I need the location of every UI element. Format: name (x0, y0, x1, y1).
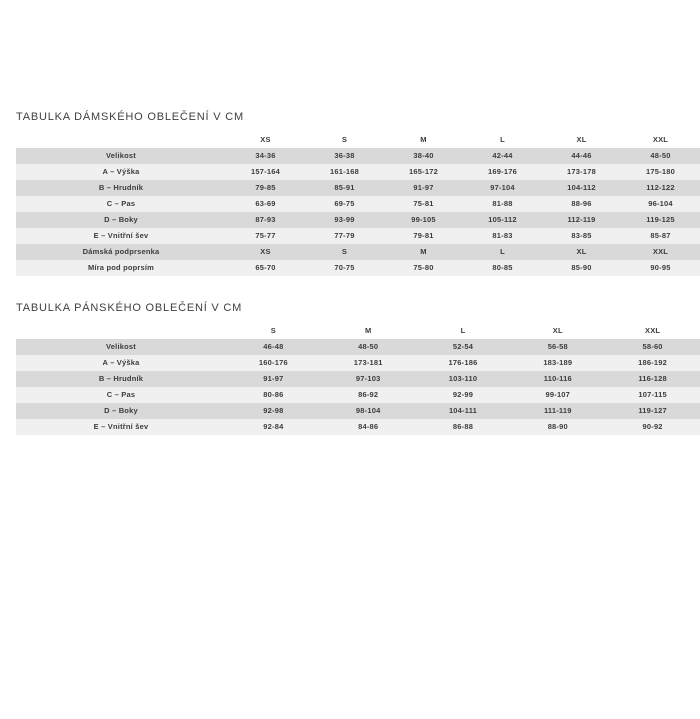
cell: 91-97 (384, 180, 463, 196)
cell: 38-40 (384, 148, 463, 164)
cell: 119-125 (621, 212, 700, 228)
men-header-blank (16, 323, 226, 339)
cell: 79-81 (384, 228, 463, 244)
cell: 91-97 (226, 371, 321, 387)
cell: 86-92 (321, 387, 416, 403)
cell: 84-86 (321, 419, 416, 435)
men-size-table (16, 323, 700, 435)
cell: 70-75 (305, 260, 384, 276)
men-header-xl: XL (510, 323, 605, 339)
women-header-xl: XL (542, 132, 621, 148)
cell: 92-99 (416, 387, 511, 403)
cell: 160-176 (226, 355, 321, 371)
row-label: D – Boky (16, 403, 226, 419)
cell: 80-86 (226, 387, 321, 403)
row-label: A – Výška (16, 164, 226, 180)
women-header-xxl: XXL (621, 132, 700, 148)
cell: 169-176 (463, 164, 542, 180)
cell: M (384, 244, 463, 260)
table-row (16, 196, 700, 212)
table-row (16, 371, 700, 387)
cell: 175-180 (621, 164, 700, 180)
cell: S (305, 244, 384, 260)
cell: 99-107 (510, 387, 605, 403)
cell: 80-85 (463, 260, 542, 276)
cell: 183-189 (510, 355, 605, 371)
cell: 98-104 (321, 403, 416, 419)
men-header-row (16, 323, 700, 339)
cell: 42-44 (463, 148, 542, 164)
women-header-l: L (463, 132, 542, 148)
cell: 111-119 (510, 403, 605, 419)
cell: 104-112 (542, 180, 621, 196)
men-section-title: TABULKA PÁNSKÉHO OBLEČENÍ V CM (16, 302, 243, 314)
women-header-xs: XS (226, 132, 305, 148)
table-row (16, 228, 700, 244)
women-header-blank (16, 132, 226, 148)
table-row (16, 419, 700, 435)
cell: 85-90 (542, 260, 621, 276)
table-row (16, 387, 700, 403)
men-header-l: L (416, 323, 511, 339)
cell: 63-69 (226, 196, 305, 212)
row-label: Velikost (16, 339, 226, 355)
cell: 90-95 (621, 260, 700, 276)
cell: 85-87 (621, 228, 700, 244)
cell: 58-60 (605, 339, 700, 355)
cell: XXL (621, 244, 700, 260)
cell: 48-50 (621, 148, 700, 164)
cell: 176-186 (416, 355, 511, 371)
cell: 103-110 (416, 371, 511, 387)
cell: 112-122 (621, 180, 700, 196)
cell: XL (542, 244, 621, 260)
cell: 116-128 (605, 371, 700, 387)
row-label: A – Výška (16, 355, 226, 371)
cell: 157-164 (226, 164, 305, 180)
cell: 83-85 (542, 228, 621, 244)
row-label: E – Vnitřní šev (16, 419, 226, 435)
cell: 92-98 (226, 403, 321, 419)
cell: 79-85 (226, 180, 305, 196)
cell: 86-88 (416, 419, 511, 435)
cell: 69-75 (305, 196, 384, 212)
cell: 104-111 (416, 403, 511, 419)
cell: 107-115 (605, 387, 700, 403)
row-label: E – Vnitřní šev (16, 228, 226, 244)
cell: 81-88 (463, 196, 542, 212)
cell: 48-50 (321, 339, 416, 355)
cell: 97-104 (463, 180, 542, 196)
cell: 85-91 (305, 180, 384, 196)
cell: 88-90 (510, 419, 605, 435)
men-header-s: S (226, 323, 321, 339)
cell: 92-84 (226, 419, 321, 435)
table-row (16, 212, 700, 228)
table-row (16, 164, 700, 180)
cell: 93-99 (305, 212, 384, 228)
cell: 65-70 (226, 260, 305, 276)
cell: 56-58 (510, 339, 605, 355)
cell: 36-38 (305, 148, 384, 164)
men-header-xxl: XXL (605, 323, 700, 339)
cell: 112-119 (542, 212, 621, 228)
table-row (16, 180, 700, 196)
women-header-row (16, 132, 700, 148)
row-label: Velikost (16, 148, 226, 164)
women-header-m: M (384, 132, 463, 148)
cell: 75-77 (226, 228, 305, 244)
cell: 173-178 (542, 164, 621, 180)
row-label: C – Pas (16, 196, 226, 212)
cell: 46-48 (226, 339, 321, 355)
cell: L (463, 244, 542, 260)
cell: 165-172 (384, 164, 463, 180)
cell: 52-54 (416, 339, 511, 355)
row-label: D – Boky (16, 212, 226, 228)
cell: 87-93 (226, 212, 305, 228)
row-label: C – Pas (16, 387, 226, 403)
row-label: Míra pod poprsím (16, 260, 226, 276)
women-header-s: S (305, 132, 384, 148)
bra-header-row (16, 244, 700, 260)
cell: 110-116 (510, 371, 605, 387)
table-row (16, 355, 700, 371)
table-row (16, 339, 700, 355)
cell: 81-83 (463, 228, 542, 244)
row-label: B – Hrudník (16, 180, 226, 196)
row-label: B – Hrudník (16, 371, 226, 387)
cell: 173-181 (321, 355, 416, 371)
cell: 44-46 (542, 148, 621, 164)
cell: 90-92 (605, 419, 700, 435)
table-row (16, 403, 700, 419)
cell: 88-96 (542, 196, 621, 212)
cell: 77-79 (305, 228, 384, 244)
cell: 161-168 (305, 164, 384, 180)
men-header-m: M (321, 323, 416, 339)
cell: 119-127 (605, 403, 700, 419)
cell: 97-103 (321, 371, 416, 387)
table-row (16, 148, 700, 164)
cell: 105-112 (463, 212, 542, 228)
women-section-title: TABULKA DÁMSKÉHO OBLEČENÍ V CM (16, 111, 244, 123)
cell: 186-192 (605, 355, 700, 371)
women-size-table (16, 132, 700, 276)
cell: 34-36 (226, 148, 305, 164)
row-label: Dámská podprsenka (16, 244, 226, 260)
cell: XS (226, 244, 305, 260)
cell: 75-81 (384, 196, 463, 212)
cell: 99-105 (384, 212, 463, 228)
cell: 96-104 (621, 196, 700, 212)
cell: 75-80 (384, 260, 463, 276)
bra-measure-row (16, 260, 700, 276)
size-chart-page (0, 111, 700, 719)
